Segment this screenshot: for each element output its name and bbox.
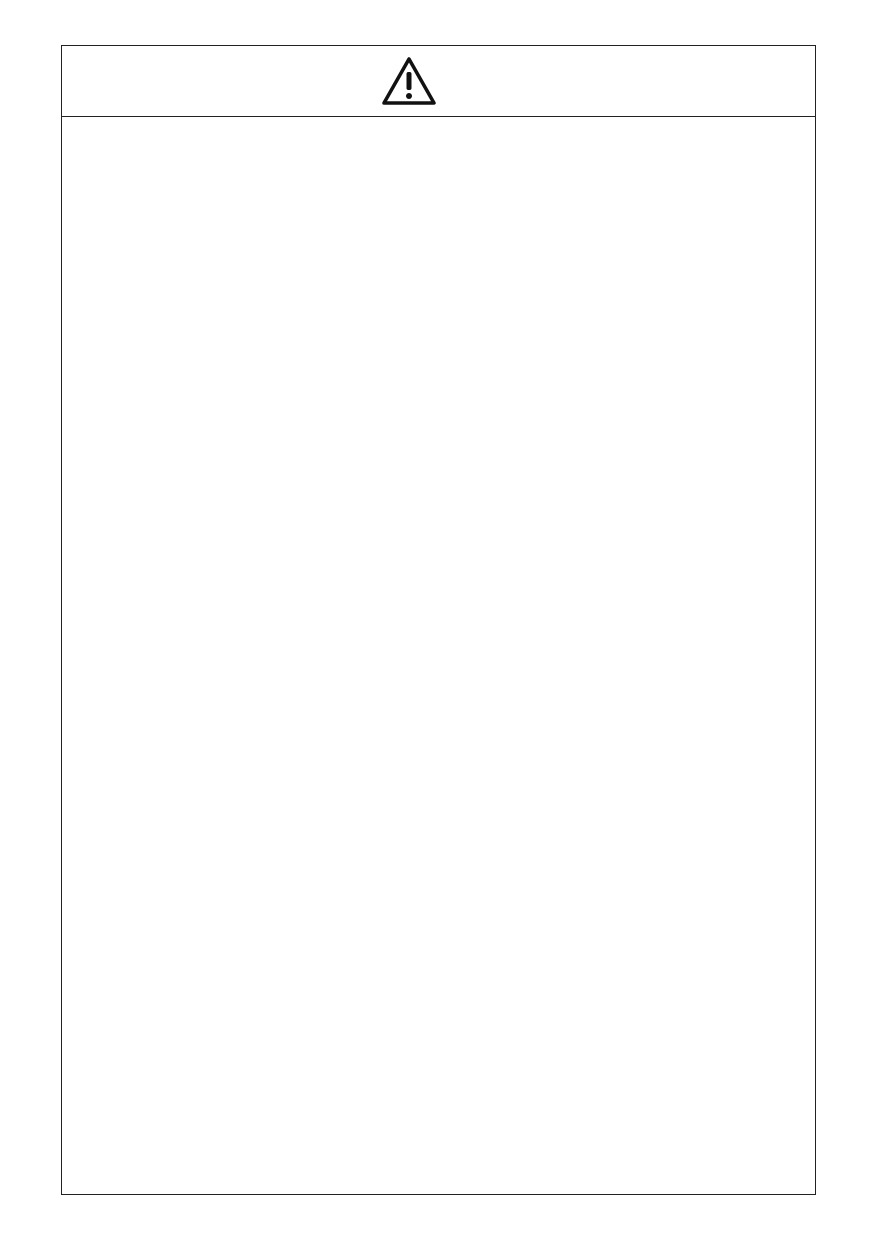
caution-sheet [61,45,816,1195]
caution-title [447,59,497,103]
warning-triangle-icon [381,56,437,106]
caution-header [62,46,815,117]
